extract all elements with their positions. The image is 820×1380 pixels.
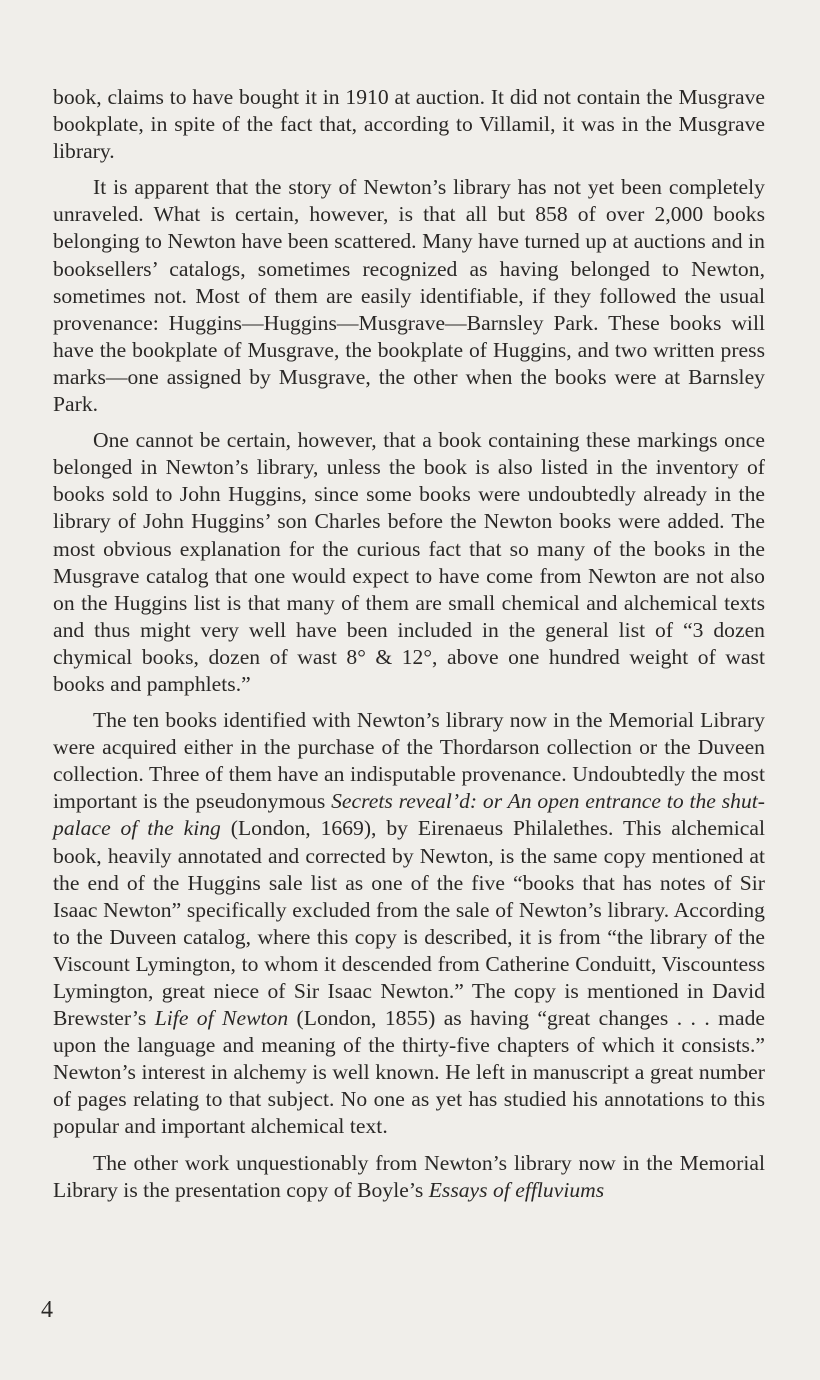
paragraph-1 (53, 84, 765, 165)
book-title-essays-of-effluviums: Essays of effluviums (428, 1177, 605, 1202)
paragraph-5 (53, 1150, 765, 1204)
paragraph-3-text: One cannot be certain, however, that a book containing these markings once belonged in Newton’s library, unless the book is also listed in the inventory of books sold to John Huggins, since some books were undoubtedly already in the library of John Huggins’ son Charles before the Newton books were added. The most obvious explanation for the curious fact that so many of the books in the Musgrave catalog that one would expect to have come from Newton are not also on the Huggins list is that many of them are small chemical and alchemical texts and thus might very well have been included in the general list of “3 dozen chymical books, dozen of wast 8° & 12°, above one hundred weight of wast books and pamphlets.” (53, 428, 765, 696)
paragraph-2-text: It is apparent that the story of Newton’s library has not yet been completely unraveled. What is certain, however, is that all but 858 of over 2,000 books belonging to Newton have been scattered. Many have turned up at auctions and in booksellers’ catalogs, sometimes recognized as having belonged to Newton, sometimes not. Most of them are easily identifiable, if they followed the usual provenance: Huggins—Huggins—Musgrave—Barnsley Park. These books will have the bookplate of Musgrave, the bookplate of Huggins, and two written press marks—one assigned by Musgrave, the other when the books were at Barnsley Park. (53, 175, 765, 417)
paragraph-2 (53, 174, 765, 418)
paragraph-4 (53, 707, 765, 1141)
paragraph-4-text-a: The ten books identified with Newton’s library now in the Memorial Library were acquired either in the purchase of the Thordarson collection or the Duveen collection. Three of them have an indisputable provenance. Undoubtedly the most important is the pseudonymous (53, 708, 765, 814)
book-title-secrets-revealed: Secrets reveal’d: or An open entrance to the shut-palace of the king (53, 789, 765, 841)
paragraph-4-text-c: (London, 1855) as having “great changes . . . made upon the language and meaning of the thirty-five chapters of which it consists.” Newton’s interest in alchemy is well known. He left in manuscript a great number of pages relating to that subject. No one as yet has studied his annotations to this popular and important alchemical text. (53, 1006, 765, 1139)
paragraph-5-text-a: The other work unquestionably from Newton’s library now in the Memorial Library is the presentation copy of Boyle’s (53, 1150, 765, 1202)
paragraph-4-text-b: (London, 1669), by Eirenaeus Philalethes. This alchemical book, heavily annotated and corrected by Newton, is the same copy mentioned at the end of the Huggins sale list as one of the five “books that has notes of Sir Isaac Newton” specifically excluded from the sale of Newton’s library. According to the Duveen catalog, where this copy is described, it is from “the library of the Viscount Lymington, to whom it descended from Catherine Conduitt, Viscountess Lymington, great niece of Sir Isaac Newton.” The copy is mentioned in David Brewster’s (53, 816, 766, 1031)
body-text (53, 84, 765, 1213)
book-title-life-of-newton: Life of Newton (154, 1006, 289, 1031)
page-number: 4 (41, 1297, 53, 1323)
paragraph-1-text: book, claims to have bought it in 1910 at auction. It did not contain the Musgrave bookplate, in spite of the fact that, according to Villamil, it was in the Musgrave library. (53, 85, 765, 164)
paragraph-3 (53, 427, 765, 698)
